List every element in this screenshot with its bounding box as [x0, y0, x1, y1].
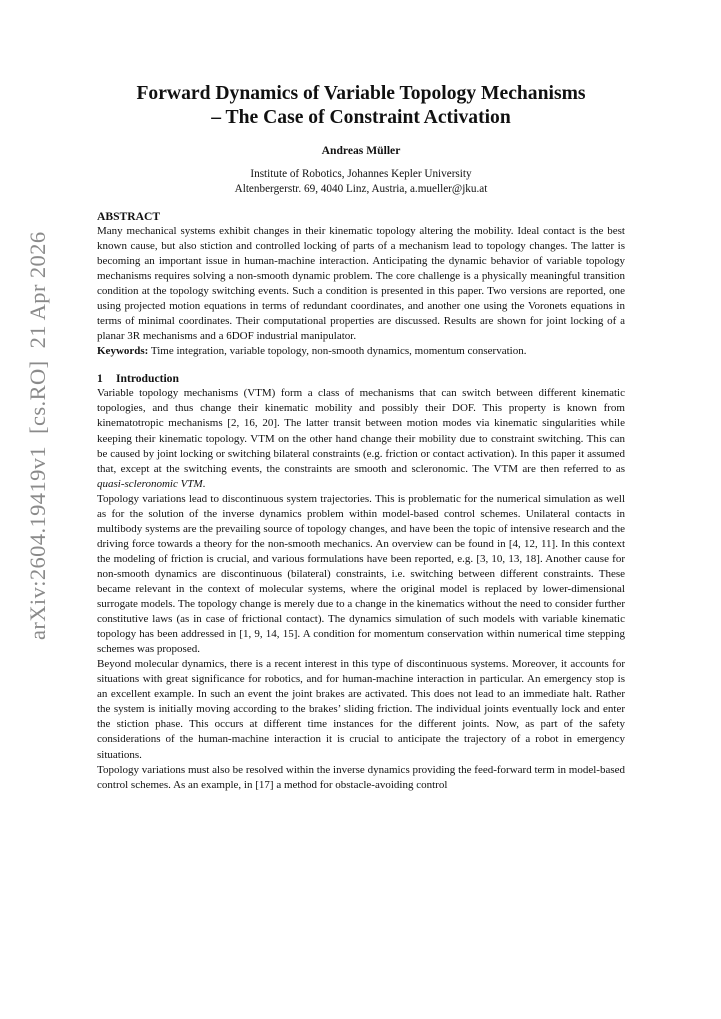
intro-paragraph-2: Topology variations lead to discontinuous system trajectories. This is problematic for the numerical simulation as well as for the solution of the inverse dynamics problem within model-based control schemes. Unilateral contacts in multibody systems are the prevailing source of topology changes, and have been the topic of intensive research and the driving force towards a theory for the non-smooth mechanics. An overview can be found in [4, 12, 11]. In this context the modeling of friction is crucial, and various formulations have been reported, e.g. [3, 10, 13, 18]. Another cause for non-smooth dynamics are discontinuous (bilateral) constraints, i.e. switching between different constraints. These became relevant in the context of molecular systems, where the original model is replaced by lower-dimensional surrogate models. The topology change is merely due to a change in the kinematics without the need to consider further constitutive laws (as in case of frictional contact). The dynamics simulation of such models with variable kinematic topology has been addressed in [1, 9, 14, 15]. A condition for momentum conservation within numerical time stepping schemes was proposed.	[97, 492, 625, 656]
keywords-text: Time integration, variable topology, non-smooth dynamics, momentum conservation.	[150, 345, 527, 358]
keywords	[97, 344, 625, 359]
paper-content	[97, 82, 625, 793]
abstract-heading: ABSTRACT	[97, 210, 161, 223]
title-line-2: – The Case of Constraint Activation	[211, 107, 511, 128]
arxiv-identifier-stamp: arXiv:2604.19419v1 [cs.RO] 21 Apr 2026	[25, 231, 50, 640]
intro-paragraph-4: Topology variations must also be resolved within the inverse dynamics providing the feed-forward term in model-based control schemes. As an example, in [17] a method for obstacle-avoiding control	[97, 763, 625, 791]
intro-paragraph-1-text: Variable topology mechanisms (VTM) form a class of mechanisms that can switch between different kinematic topologies, and thus change their kinematic mobility and possibly their DOF. This property is known from kinematotropic mechanisms [2, 16, 20]. The latter transit between motion modes via kinematic singularities while keeping their kinematic topology. VTM on the other hand change their mobility due to constraint switching. This can be caused by joint locking or switching bilateral constraints (e.g. friction or contact activation). In this paper it assumed that, except at the switching events, the constraints are smooth and scleronomic. The VTM are then referred to as	[97, 387, 625, 475]
title-line-1: Forward Dynamics of Variable Topology Mechanisms	[136, 83, 586, 104]
keywords-label: Keywords:	[97, 345, 149, 358]
affiliation	[97, 167, 625, 197]
affiliation-line-1: Institute of Robotics, Johannes Kepler University	[250, 168, 472, 180]
intro-paragraph-3: Beyond molecular dynamics, there is a recent interest in this type of discontinuous systems. Moreover, it accounts for situations with great significance for robotics, and for human-machine interaction in particular. An emergency stop is an excellent example. In such an event the joint brakes are activated. This does not lead to an immediate halt. Rather the system is initially moving according to the brakes’ sliding friction. The individual joints eventually lock and enter the stiction phase. This occurs at different time instances for the different joints. Now, as part of the safety considerations of the human-machine interaction it is crucial to anticipate the trajectory of a robot in emergency situations.	[97, 658, 625, 761]
section-title: Introduction	[116, 372, 179, 386]
section-number: 1	[97, 372, 103, 386]
section-heading-introduction	[97, 371, 625, 386]
intro-paragraph-1-emphasis: quasi-scleronomic VTM	[97, 477, 203, 490]
affiliation-line-2: Altenbergerstr. 69, 4040 Linz, Austria, a.mueller@jku.at	[234, 183, 488, 195]
intro-paragraph-1-end: .	[202, 477, 206, 490]
intro-paragraph-1	[97, 386, 625, 491]
abstract-text: Many mechanical systems exhibit changes in their kinematic topology altering the mobility. Ideal contact is the best known cause, but also stiction and controlled locking of parts of a mechanism lead to topology changes. The latter is becoming an important issue in human-machine interaction. Anticipating the dynamic behavior of variable topology mechanisms requires solving a non-smooth dynamic problem. The core challenge is a physically meaningful transition condition at the topology switching events. Such a condition is presented in this paper. Two versions are reported, one using projected motion equations in terms of redundant coordinates, and another one using the Voronets equations in terms of minimal coordinates. Their computational properties are discussed. Results are shown for joint locking of a planar 3R mechanisms and a 6DOF industrial manipulator.	[97, 225, 625, 343]
author-name: Andreas Müller	[321, 144, 401, 157]
paper-title	[97, 82, 625, 130]
